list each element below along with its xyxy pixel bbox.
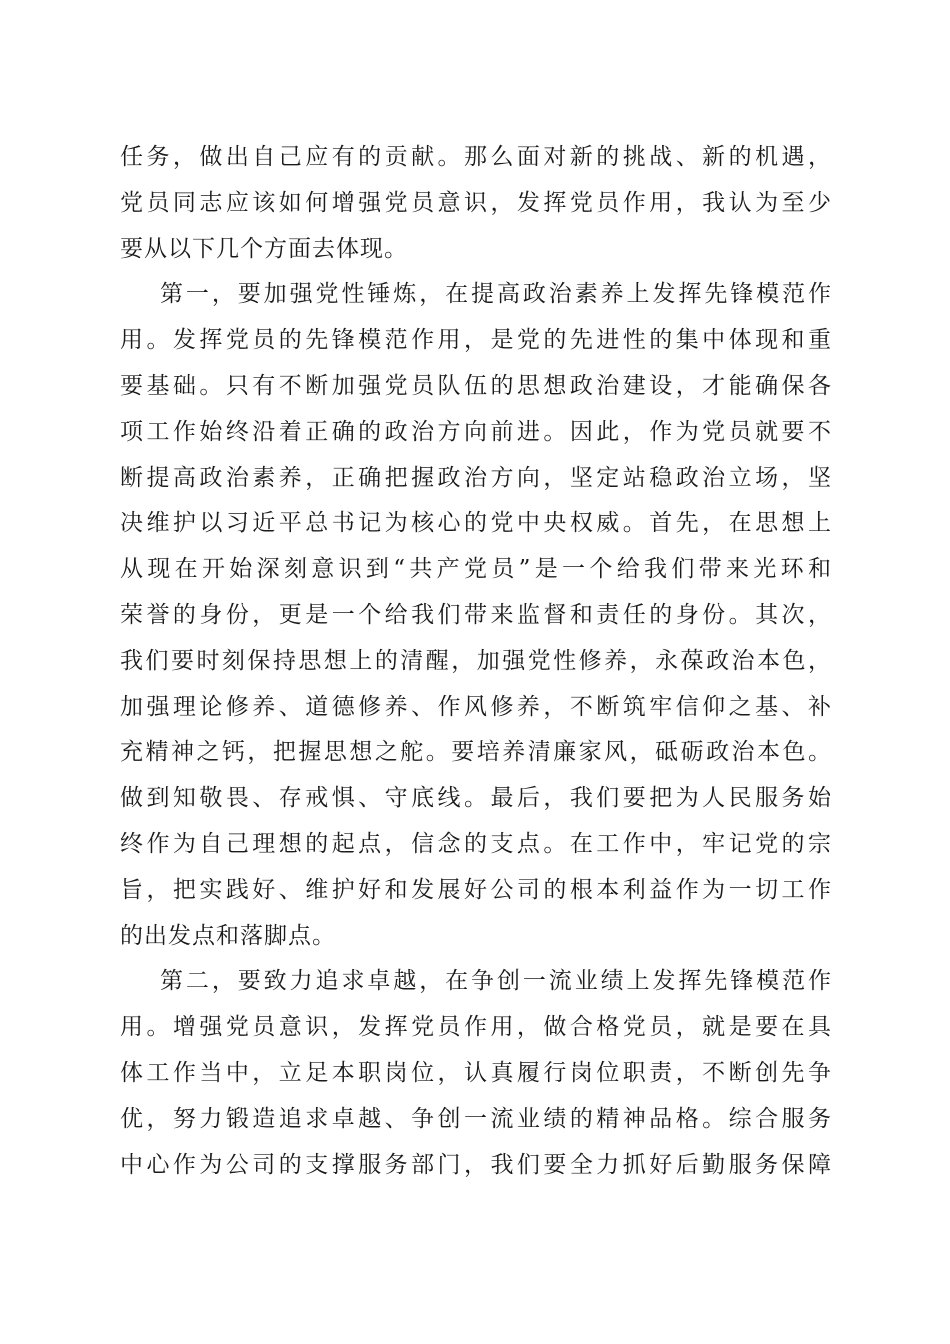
paragraph — [120, 272, 832, 959]
text-line: 从现在开始深刻意识到“共产党员”是一个给我们带来光环和 — [120, 556, 832, 583]
text-line: 旨，把实践好、维护好和发展好公司的根本利益作为一切工作 — [120, 876, 832, 903]
text-line: 充精神之钙，把握思想之舵。要培养清廉家风，砥砺政治本色。 — [120, 739, 832, 766]
text-line: 项工作始终沿着正确的政治方向前进。因此，作为党员就要不 — [120, 418, 832, 445]
text-line: 的出发点和落脚点。 — [120, 922, 336, 949]
text-line: 用。增强党员意识，发挥党员作用，做合格党员，就是要在具 — [120, 1014, 832, 1041]
text-line: 要从以下几个方面去体现。 — [120, 235, 408, 262]
text-line: 加强理论修养、道德修养、作风修养，不断筑牢信仰之基、补 — [120, 693, 832, 720]
text-line: 第二，要致力追求卓越，在争创一流业绩上发挥先锋模范作 — [160, 968, 832, 995]
text-line: 决维护以习近平总书记为核心的党中央权威。首先，在思想上 — [120, 510, 832, 537]
document-page — [120, 135, 832, 1188]
text-line: 任务，做出自己应有的贡献。那么面对新的挑战、新的机遇， — [120, 144, 832, 170]
text-line: 要基础。只有不断加强党员队伍的思想政治建设，才能确保各 — [120, 372, 832, 399]
text-line: 用。发挥党员的先锋模范作用，是党的先进性的集中体现和重 — [120, 327, 832, 354]
text-line: 中心作为公司的支撑服务部门，我们要全力抓好后勤服务保障 — [120, 1151, 832, 1178]
text-line: 做到知敬畏、存戒惧、守底线。最后，我们要把为人民服务始 — [120, 785, 832, 812]
paragraph — [120, 959, 832, 1188]
text-line: 党员同志应该如何增强党员意识，发挥党员作用，我认为至少 — [120, 189, 832, 216]
text-line: 体工作当中，立足本职岗位，认真履行岗位职责，不断创先争 — [120, 1059, 832, 1086]
text-line: 第一，要加强党性锤炼，在提高政治素养上发挥先锋模范作 — [160, 281, 832, 308]
text-line: 优，努力锻造追求卓越、争创一流业绩的精神品格。综合服务 — [120, 1105, 832, 1132]
text-line: 断提高政治素养，正确把握政治方向，坚定站稳政治立场，坚 — [120, 464, 832, 491]
text-line: 我们要时刻保持思想上的清醒，加强党性修养，永葆政治本色， — [120, 647, 832, 674]
paragraph — [120, 135, 832, 272]
text-line: 终作为自己理想的起点，信念的支点。在工作中，牢记党的宗 — [120, 830, 832, 857]
text-line: 荣誉的身份，更是一个给我们带来监督和责任的身份。其次， — [120, 601, 832, 628]
